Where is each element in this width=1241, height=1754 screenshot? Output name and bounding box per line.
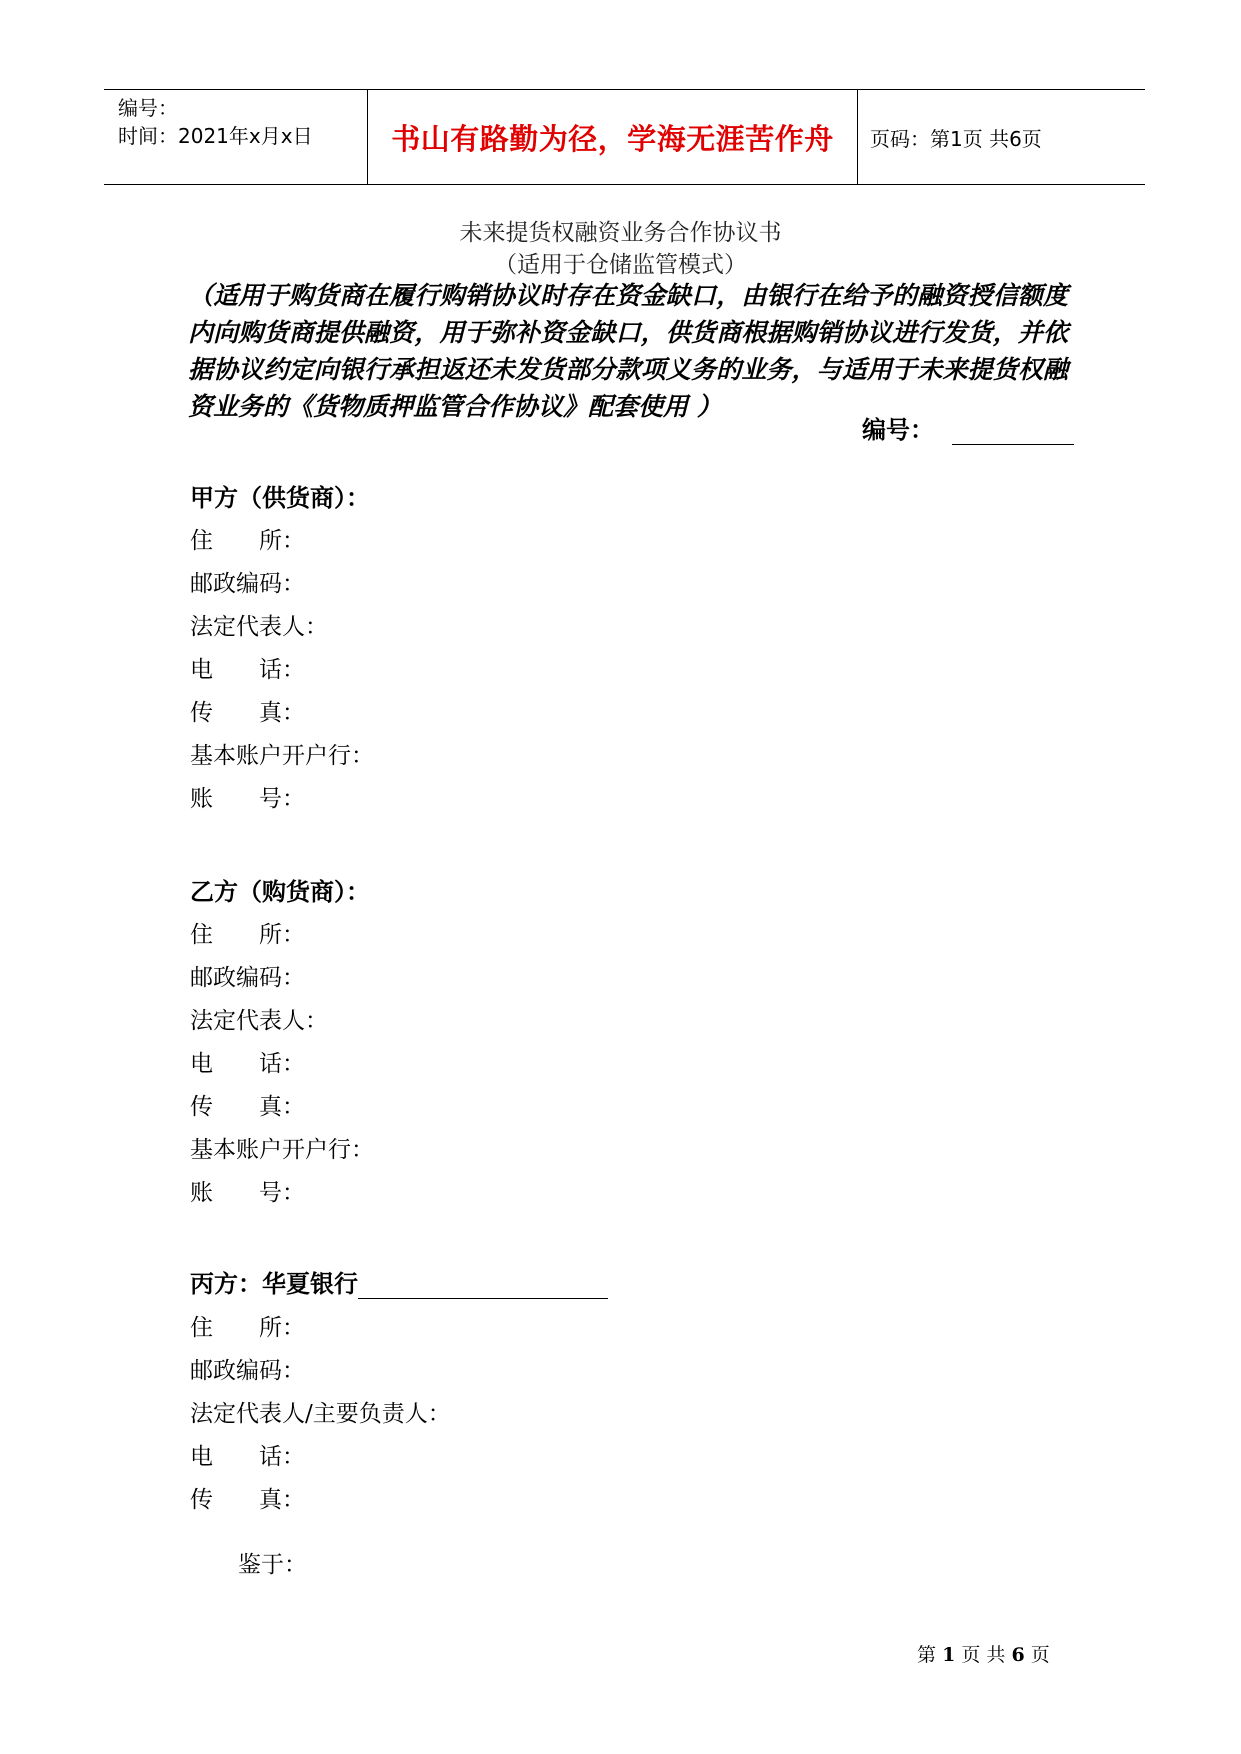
header-page-info: 页码：第1页 共6页	[870, 126, 1042, 151]
party-a-bank: 基本账户开户行：	[190, 743, 374, 769]
party-a-title: 甲方（供货商）：	[190, 484, 370, 512]
party-b-legal-rep: 法定代表人：	[190, 1008, 328, 1034]
footer-suffix: 页	[1030, 1644, 1050, 1666]
footer-page-number: 1	[942, 1644, 956, 1666]
party-c-title-text: 丙方：华夏银行	[190, 1270, 358, 1298]
document-number	[862, 410, 1074, 445]
party-c-phone: 电 话：	[190, 1444, 305, 1470]
page-footer	[917, 1640, 1050, 1667]
document-number-blank	[952, 418, 1074, 445]
party-c-fax: 传 真：	[190, 1487, 305, 1513]
party-b-title: 乙方（购货商）：	[190, 878, 370, 906]
party-a-account: 账 号：	[190, 786, 305, 812]
document-number-label: 编号：	[862, 416, 934, 444]
party-b-fax: 传 真：	[190, 1094, 305, 1120]
party-c-postcode: 邮政编码：	[190, 1358, 305, 1384]
party-b-phone: 电 话：	[190, 1051, 305, 1077]
header-doc-no: 编号：	[118, 96, 178, 120]
party-b-account: 账 号：	[190, 1180, 305, 1206]
party-a-legal-rep: 法定代表人：	[190, 614, 328, 640]
footer-middle: 页 共	[961, 1644, 1006, 1666]
party-c-title	[190, 1264, 608, 1299]
page-header	[104, 89, 1145, 185]
party-c-legal-rep: 法定代表人/主要负责人：	[190, 1401, 451, 1427]
party-b-address: 住 所：	[190, 922, 305, 948]
whereas-label: 鉴于：	[238, 1552, 307, 1578]
party-a-fax: 传 真：	[190, 700, 305, 726]
header-time: 时间：2021年x月x日	[118, 124, 313, 148]
party-a-postcode: 邮政编码：	[190, 571, 305, 597]
header-motto: 书山有路勤为径，学海无涯苦作舟	[391, 121, 834, 156]
party-a-address: 住 所：	[190, 528, 305, 554]
party-b-bank: 基本账户开户行：	[190, 1137, 374, 1163]
footer-prefix: 第	[917, 1644, 937, 1666]
intro-paragraph: （适用于购货商在履行购销协议时存在资金缺口，由银行在给予的融资授信额度内向购货商提供融资，用于弥补资金缺口，供货商根据购销协议进行发货，并依据协议约定向银行承担返还未发货部分款项义务的业务，与适用于未来提货权融资业务的《货物质押监管合作协议》配套使用 ）	[188, 281, 1068, 421]
party-c-address: 住 所：	[190, 1315, 305, 1341]
header-meta	[104, 90, 368, 184]
party-c-branch-blank	[358, 1274, 608, 1299]
party-b-postcode: 邮政编码：	[190, 965, 305, 991]
document-subtitle: （适用于仓储监管模式）	[494, 252, 747, 278]
footer-total-pages: 6	[1011, 1644, 1025, 1666]
party-a-phone: 电 话：	[190, 657, 305, 683]
document-title: 未来提货权融资业务合作协议书	[459, 220, 782, 246]
header-motto-cell	[368, 90, 858, 184]
